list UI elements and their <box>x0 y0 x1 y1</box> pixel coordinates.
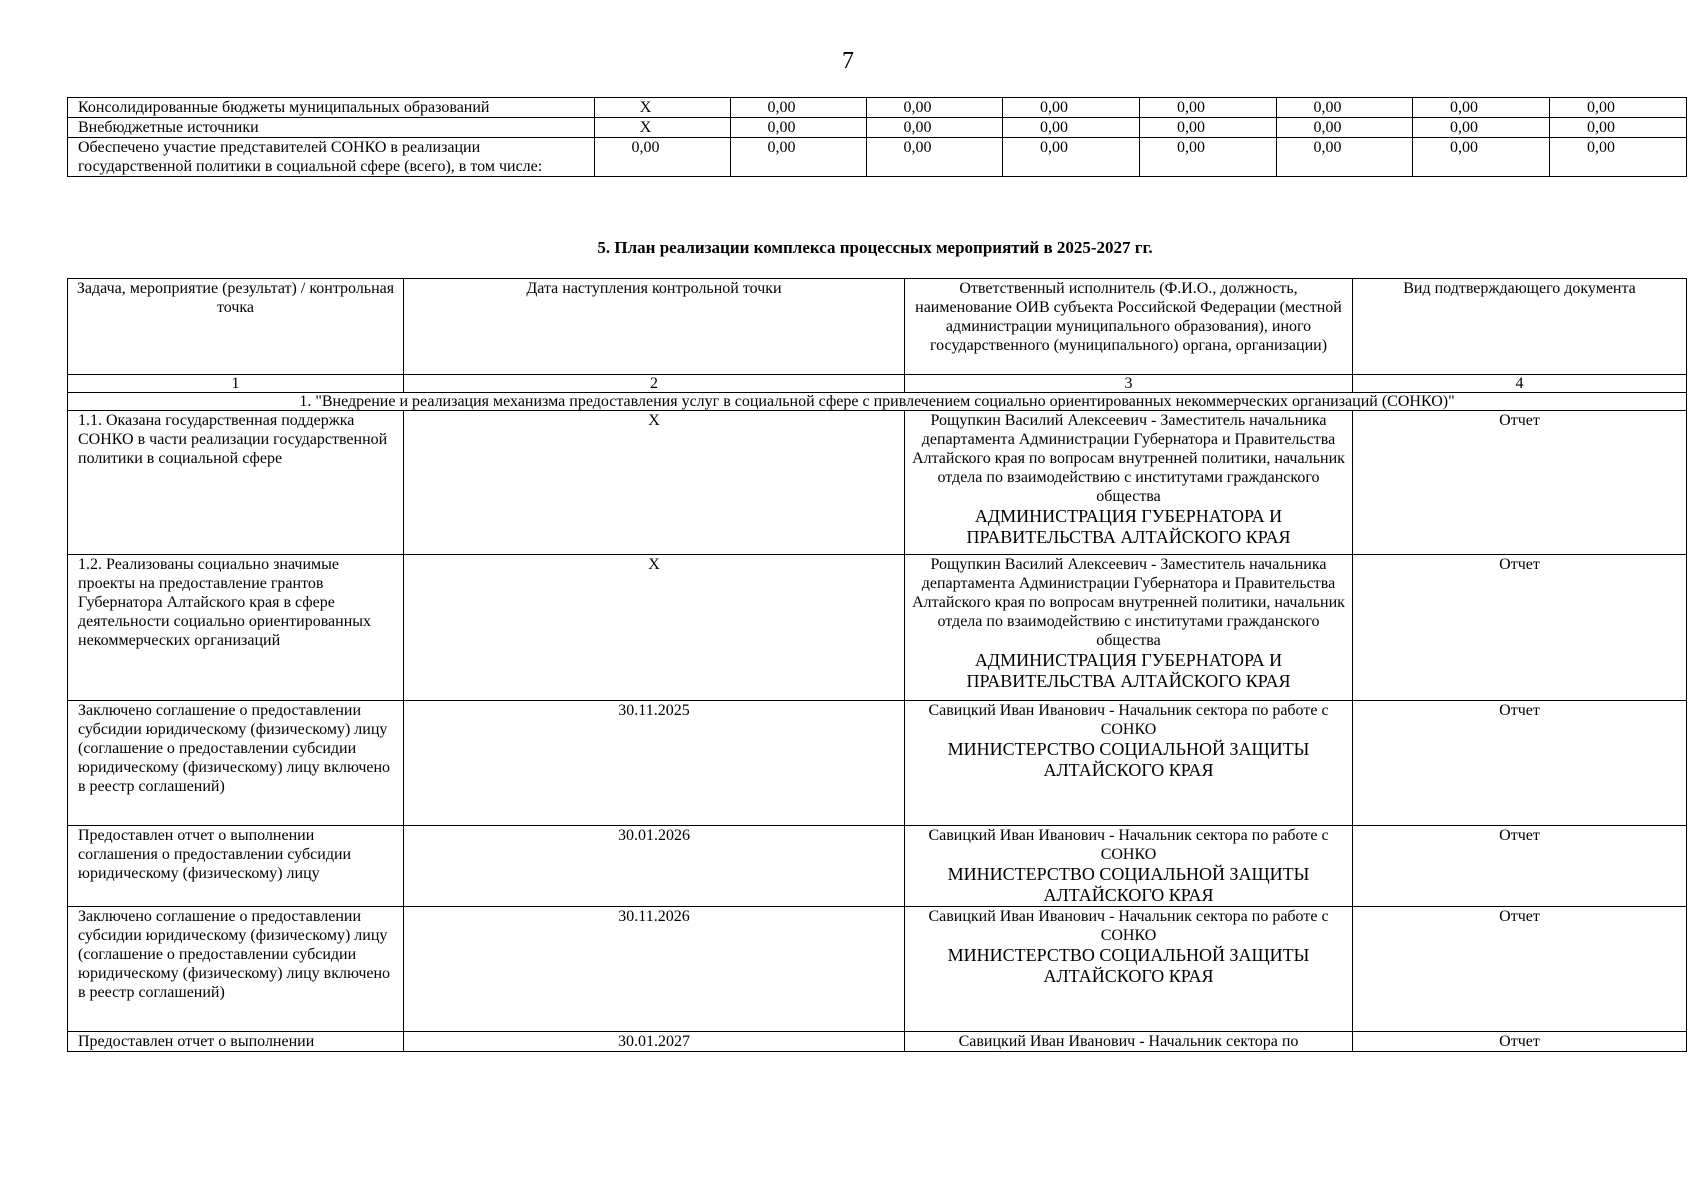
budget-value: 0,00 <box>1140 118 1277 138</box>
section-row-label: 1. "Внедрение и реализация механизма предоставления услуг в социальной сфере с привлечением социально ориентированных некоммерческих организаций (СОНКО)" <box>68 393 1687 411</box>
plan-date: 30.11.2026 <box>404 907 905 1032</box>
budget-value: 0,00 <box>1003 118 1140 138</box>
plan-row <box>68 701 1687 826</box>
budget-value: 0,00 <box>731 118 867 138</box>
plan-task: Предоставлен отчет о выполнении <box>68 1032 404 1052</box>
responsible-person: Рощупкин Василий Алексеевич - Заместитель начальника департамента Администрации Губернатора и Правительства Алтайского края по вопросам внутренней политики, начальник отдела по взаимодействию с институтами гражданского общества <box>912 412 1345 505</box>
header-date: Дата наступления контрольной точки <box>404 279 905 375</box>
plan-task: Заключено соглашение о предоставлении субсидии юридическому (физическому) лицу (соглашение о предоставлении субсидии юридическому (физическому) лицу включено в реестр соглашений) <box>68 701 404 826</box>
plan-responsible <box>905 701 1353 826</box>
budget-row-label: Внебюджетные источники <box>68 118 595 138</box>
plan-responsible <box>905 1032 1353 1052</box>
budget-row-label: Обеспечено участие представителей СОНКО в реализации государственной политики в социальной сфере (всего), в том числе: <box>68 138 595 177</box>
budget-value: 0,00 <box>867 98 1003 118</box>
plan-document: Отчет <box>1353 411 1687 555</box>
header-task: Задача, мероприятие (результат) / контрольная точка <box>68 279 404 375</box>
plan-task: 1.2. Реализованы социально значимые проекты на предоставление грантов Губернатора Алтайского края в сфере деятельности социально ориентированных некоммерческих организаций <box>68 555 404 701</box>
responsible-organization: МИНИСТЕРСТВО СОЦИАЛЬНОЙ ЗАЩИТЫ АЛТАЙСКОГО КРАЯ <box>947 864 1310 905</box>
column-numbers-row <box>68 375 1687 393</box>
budget-value: X <box>595 118 731 138</box>
section-title: 5. План реализации комплекса процессных мероприятий в 2025-2027 гг. <box>597 238 1153 257</box>
responsible-organization: АДМИНИСТРАЦИЯ ГУБЕРНАТОРА И ПРАВИТЕЛЬСТВА АЛТАЙСКОГО КРАЯ <box>966 506 1291 547</box>
responsible-person: Савицкий Иван Иванович - Начальник сектора по <box>958 1033 1299 1050</box>
budget-value: 0,00 <box>1550 138 1687 177</box>
plan-row <box>68 555 1687 701</box>
plan-responsible <box>905 907 1353 1032</box>
budget-value: 0,00 <box>1277 138 1413 177</box>
plan-date: 30.01.2027 <box>404 1032 905 1052</box>
col-number-3: 3 <box>905 375 1353 393</box>
plan-row <box>68 411 1687 555</box>
plan-responsible <box>905 411 1353 555</box>
responsible-organization: МИНИСТЕРСТВО СОЦИАЛЬНОЙ ЗАЩИТЫ АЛТАЙСКОГО КРАЯ <box>947 739 1310 780</box>
budget-row <box>68 138 1687 177</box>
budget-value: 0,00 <box>1413 98 1550 118</box>
budget-value: 0,00 <box>1550 98 1687 118</box>
budget-value: 0,00 <box>1277 98 1413 118</box>
budget-value: 0,00 <box>1003 138 1140 177</box>
budget-value: 0,00 <box>731 138 867 177</box>
plan-table <box>67 278 1687 1052</box>
budget-value: 0,00 <box>1140 138 1277 177</box>
budget-value: 0,00 <box>1413 138 1550 177</box>
col-number-4: 4 <box>1353 375 1687 393</box>
responsible-person: Савицкий Иван Иванович - Начальник сектора по работе с СОНКО <box>928 908 1329 944</box>
plan-row <box>68 826 1687 907</box>
responsible-organization: МИНИСТЕРСТВО СОЦИАЛЬНОЙ ЗАЩИТЫ АЛТАЙСКОГО КРАЯ <box>947 945 1310 986</box>
plan-responsible <box>905 826 1353 907</box>
budget-row-label: Консолидированные бюджеты муниципальных образований <box>68 98 595 118</box>
plan-task: Заключено соглашение о предоставлении субсидии юридическому (физическому) лицу (соглашение о предоставлении субсидии юридическому (физическому) лицу включено в реестр соглашений) <box>68 907 404 1032</box>
budget-value: 0,00 <box>1003 98 1140 118</box>
budget-value: X <box>595 98 731 118</box>
plan-document: Отчет <box>1353 1032 1687 1052</box>
plan-task: Предоставлен отчет о выполнении соглашения о предоставлении субсидии юридическому (физическому) лицу <box>68 826 404 907</box>
budget-row <box>68 118 1687 138</box>
budget-value: 0,00 <box>867 138 1003 177</box>
budget-value: 0,00 <box>731 98 867 118</box>
responsible-person: Савицкий Иван Иванович - Начальник сектора по работе с СОНКО <box>928 702 1329 738</box>
responsible-organization: АДМИНИСТРАЦИЯ ГУБЕРНАТОРА И ПРАВИТЕЛЬСТВА АЛТАЙСКОГО КРАЯ <box>966 650 1291 691</box>
budget-value: 0,00 <box>1413 118 1550 138</box>
plan-date: 30.11.2025 <box>404 701 905 826</box>
section-row <box>68 393 1687 411</box>
budget-value: 0,00 <box>1140 98 1277 118</box>
header-row <box>68 279 1687 375</box>
col-number-2: 2 <box>404 375 905 393</box>
budget-value: 0,00 <box>1277 118 1413 138</box>
col-number-1: 1 <box>68 375 404 393</box>
header-responsible: Ответственный исполнитель (Ф.И.О., должность, наименование ОИВ субъекта Российской Федерации (местной администрации муниципального образования), иного государственного (муниципального) органа, организации) <box>905 279 1353 375</box>
budget-row <box>68 98 1687 118</box>
responsible-person: Рощупкин Василий Алексеевич - Заместитель начальника департамента Администрации Губернатора и Правительства Алтайского края по вопросам внутренней политики, начальник отдела по взаимодействию с институтами гражданского общества <box>912 556 1345 649</box>
plan-date: X <box>404 411 905 555</box>
plan-document: Отчет <box>1353 701 1687 826</box>
budget-value: 0,00 <box>1550 118 1687 138</box>
page-number: 7 <box>842 48 854 74</box>
plan-document: Отчет <box>1353 555 1687 701</box>
header-document: Вид подтверждающего документа <box>1353 279 1687 375</box>
budget-value: 0,00 <box>595 138 731 177</box>
budget-value: 0,00 <box>867 118 1003 138</box>
plan-document: Отчет <box>1353 907 1687 1032</box>
responsible-person: Савицкий Иван Иванович - Начальник сектора по работе с СОНКО <box>928 827 1329 863</box>
plan-row <box>68 1032 1687 1052</box>
budget-table <box>67 97 1687 177</box>
plan-row <box>68 907 1687 1032</box>
plan-document: Отчет <box>1353 826 1687 907</box>
plan-date: X <box>404 555 905 701</box>
plan-date: 30.01.2026 <box>404 826 905 907</box>
plan-task: 1.1. Оказана государственная поддержка СОНКО в части реализации государственной политики в социальной сфере <box>68 411 404 555</box>
plan-responsible <box>905 555 1353 701</box>
